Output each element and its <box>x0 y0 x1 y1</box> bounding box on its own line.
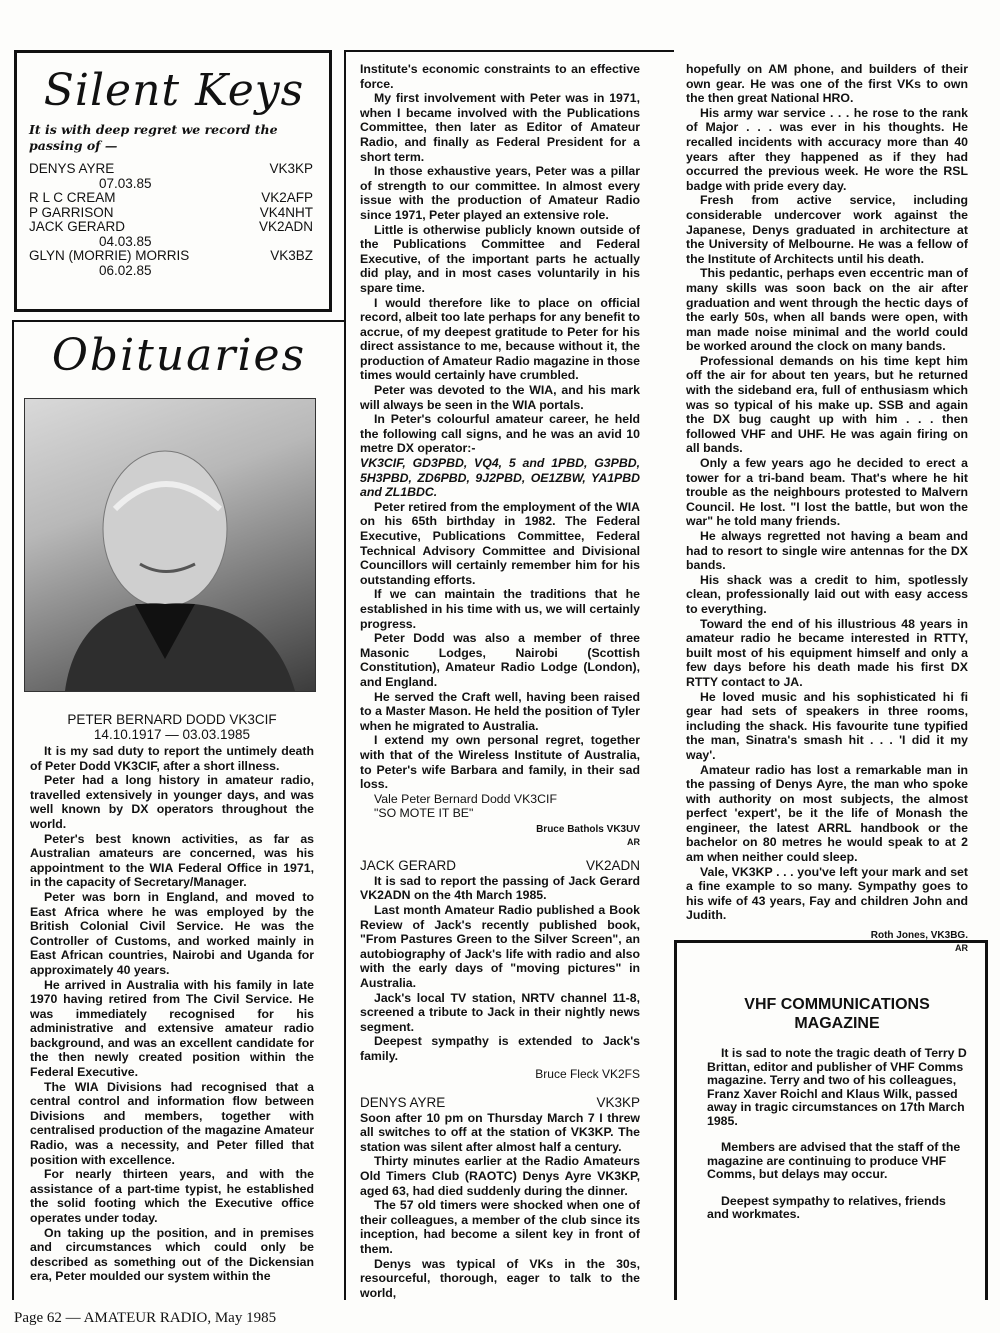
ayre-para: Soon after 10 pm on Thursday March 7 I threw all switches to off at the station of VK3KP. The station was silent after almost half a century. <box>360 1110 640 1154</box>
sk-date: 04.03.85 <box>99 233 152 249</box>
vhf-title: VHF COMMUNICATIONS MAGAZINE <box>744 996 930 1032</box>
dodd-article-col1 <box>30 712 314 1284</box>
dodd-para: Peter was born in England, and moved to East Africa where he was employed by the British Colonial Civil Service. He was the Controller of Customs, and worked mainly in East African countries, Nairobi and Uganda for approximately 40 years. <box>30 889 314 977</box>
ayre-para: Denys was typical of VKs in the 30s, resourceful, thorough, eager to talk to the world, <box>360 1256 640 1300</box>
obituaries-title: Obituaries <box>51 330 307 381</box>
sk-call: VK2ADN <box>258 219 313 234</box>
gerard-signature: Bruce Fleck VK2FS <box>535 1066 640 1081</box>
dodd-para: Peter had a long history in amateur radio, travelled extensively in younger days, and was well known by DX operators throughout the world. <box>30 773 314 831</box>
silent-keys-list <box>29 162 319 278</box>
ayre-para: The 57 old timers were shocked when one of their colleagues, a member of the club since its inception, had become a silent key in front of them. <box>360 1198 640 1256</box>
sk-entry <box>29 249 313 278</box>
silent-keys-intro: It is with deep regret we record the passing of — <box>29 122 278 153</box>
dodd-para: I extend my own personal regret, together with that of the Wireless Institute of Australia, to Peter's wife Barbara and family, in their sad loss. <box>360 733 640 792</box>
vhf-para: Deepest sympathy to relatives, friends and workmates. <box>707 1193 946 1221</box>
sk-call: VK2AFP <box>261 190 313 205</box>
ayre-para: Professional demands on his time kept him off the air for about ten years, but he returned with the sideband era, full of enthusiasm which was so typical of his make up. SSB and again the DX bug caught up with him . . . then followed VHF and UHF. He was again firing on all bands. <box>686 353 968 456</box>
dodd-para: The WIA Divisions had recognised that a central control and information flow between Divisions and members, together with centralised production of the magazine Amateur Radio, was a necessity, and Peter filled that position with excellence. <box>30 1079 314 1167</box>
ayre-para: hopefully on AM phone, and builders of their own gear. He was one of the first VKs to own the then great National HRO. <box>686 62 968 106</box>
sk-name: JACK GERARD <box>29 219 126 234</box>
column-2 <box>360 62 640 1300</box>
dodd-para: If we can maintain the traditions that he established in his time with us, we will certainly progress. <box>360 587 640 631</box>
dodd-para: On taking up the position, and in premises and circumstances which could only be described as something out of the Dickensian era, Peter moulded our system within the <box>30 1225 314 1284</box>
ayre-para: His shack was a credit to him, spotlessly clean, professionally laid out with easy access to everything. <box>686 572 968 616</box>
dodd-para: It is my sad duty to report the untimely death of Peter Dodd VK3CIF, after a short illness. <box>30 744 314 773</box>
portrait-figure <box>25 399 315 691</box>
ayre-para: He always regretted not having a beam and had to resort to single wire antennas for the DX bands. <box>686 529 968 573</box>
gerard-heading <box>360 858 640 874</box>
ayre-para: His army war service . . . he rose to the rank of Major . . . was ever in his thoughts. He recalled incidents with accuracy more than 40 years after they happened as if they had occurred the previous week. He wore the RSL badge with pride every day. <box>686 105 968 193</box>
gerard-call: VK2ADN <box>585 857 640 873</box>
sk-call: VK4NHT <box>259 204 313 220</box>
sk-entry <box>29 162 313 191</box>
dodd-para: In Peter's colourful amateur career, he held the following call signs, and he was an avid 10 metre DX operator:- <box>360 412 640 456</box>
dodd-callsigns: VK3CIF, GD3PBD, VQ4, 5 and 1PBD, G3PBD, 5H3PBD, ZD6PBD, 9J2PBD, OE1ZBW, YA1PBD and ZL1BDC. <box>360 456 640 500</box>
ayre-para: Vale, VK3KP . . . you've left your mark and set a fine example to so many. Sympathy goes to his wife of 43 years, Fay and children John and Judith. <box>686 864 968 923</box>
dodd-para: Vale Peter Bernard Dodd VK3CIF <box>374 791 557 806</box>
page-footer: Page 62 — AMATEUR RADIO, May 1985 <box>14 1310 277 1326</box>
dodd-para: Peter's best known activities, as far as Australian amateurs are concerned, was his appointment to the WIA Federal Office in 1971, in the capacity of Secretary/Manager. <box>30 831 314 890</box>
vhf-para: It is sad to note the tragic death of Terry D Brittan, editor and publisher of VHF Comms magazine. Terry and two of his colleagues, Franz Xaver Roichl and Klaus Wilk, passed away in tragic circumstances on 17th March 1985. <box>707 1046 967 1128</box>
gerard-name: JACK GERARD <box>360 857 457 873</box>
ayre-call: VK3KP <box>596 1094 640 1110</box>
dodd-para: For nearly thirteen years, and with the assistance of a part-time typist, he established the solid footing which the Executive office operates under today. <box>30 1167 314 1225</box>
sk-call: VK3KP <box>269 161 313 176</box>
gerard-para: It is sad to report the passing of Jack Gerard VK2ADN on the 4th March 1985. <box>360 873 640 903</box>
dodd-para: Peter Dodd was also a member of three Masonic Lodges, Nairobi (Scottish Constitution), Amateur Radio Lodge (London), and England. <box>360 631 640 689</box>
dodd-para: I would therefore like to place on official record, albeit too late perhaps for any benefit to accrue, of my deepest gratitude to Peter for his direct assistance to me, because without it, the production of Amateur Radio magazine in those times would certainly have crumbled. <box>360 295 640 383</box>
ayre-para: This pedantic, perhaps even eccentric man of many skills was soon back on the air after graduation and went through the hectic days of the early 50s, when all bands were open, with man made noise minimal and the world could be worked around the clock on many bands. <box>686 266 968 354</box>
sk-call: VK3BZ <box>270 248 313 263</box>
dodd-para: Institute's economic constraints to an effective force. <box>360 62 640 91</box>
ayre-para: Fresh from active service, including considerable undercover work against the Japanese, Denys graduated in architecture at the University of Melbourne. He was a fellow of the Institute of Architects until his death. <box>686 193 968 266</box>
gerard-para: Jack's local TV station, NRTV channel 11-8, screened a tribute to Jack in their nightly news segment. <box>360 990 640 1034</box>
vhf-box <box>674 940 988 1300</box>
sk-name: R L C CREAM <box>29 190 116 205</box>
sk-date: 07.03.85 <box>99 175 152 191</box>
ayre-signature: Roth Jones, VK3BG. <box>870 930 968 942</box>
dodd-heading: PETER BERNARD DODD VK3CIF <box>67 712 277 727</box>
silent-keys-box <box>14 50 332 312</box>
sk-entry <box>29 206 313 221</box>
sk-entry <box>29 191 313 206</box>
ayre-name: DENYS AYRE <box>360 1094 446 1110</box>
ayre-ar-mark: AR <box>955 943 968 954</box>
dodd-para: "SO MOTE IT BE" <box>374 806 474 821</box>
gerard-para: Deepest sympathy is extended to Jack's family. <box>360 1034 640 1063</box>
column-rule-top <box>344 50 346 322</box>
dodd-para: In those exhaustive years, Peter was a pillar of strength to our committee. In almost every issue with the production of Amateur Radio since 1971, Peter played an extensive role. <box>360 164 640 222</box>
ayre-heading <box>360 1095 640 1111</box>
sk-entry <box>29 220 313 249</box>
silent-keys-title: Silent Keys <box>43 65 305 116</box>
ayre-para: Amateur radio has lost a remarkable man in the passing of Denys Ayre, the man who spoke with authority on most subjects, the almost perfect 'expert', be it the life of Monash the engineer, the latest ARRL handbook or the bachelor on 80 metres he would speak to at 2 am when neither could sleep. <box>686 762 968 865</box>
ayre-para: He loved music and his sophisticated hi fi gear had sets of speakers in three rooms, including the shack. His favourite tune typified the man, Sinatra's smash hit . . . 'I did it my way'. <box>686 689 968 762</box>
ayre-para: Thirty minutes earlier at the Radio Amateurs Old Timers Club (RAOTC) Denys Ayre VK3KP, aged 63, had died suddenly during the dinner. <box>360 1154 640 1198</box>
column-rule-right <box>344 50 674 52</box>
sk-name: GLYN (MORRIE) MORRIS <box>29 248 190 263</box>
dodd-para: He served the Craft well, having been raised to a Master Mason. He held the position of Tyler when he migrated to Australia. <box>360 689 640 733</box>
gerard-para: Last month Amateur Radio published a Book Review of Jack's recently published book, "From Pastures Green to the Silver Screen", an autobiography of Jack's life with radio and also with the early days of "moving pictures" in Australia. <box>360 903 640 991</box>
dodd-dates: 14.10.1917 — 03.03.1985 <box>93 727 251 742</box>
dodd-para: He arrived in Australia with his family in late 1970 having retired from The Civil Service. He was immediately recognised for his administrative and extensive amateur radio background, and was an excellent candidate for the then newly created position within the Federal Executive. <box>30 977 314 1080</box>
dodd-ar-mark: AR <box>627 836 640 847</box>
portrait-photo <box>24 398 316 692</box>
dodd-para: Peter retired from the employment of the WIA on his 65th birthday in 1982. The Federal Executive, Publications Committee, Federal Technical Advisory Committee and Divisional Councillors will certainly remember him for his outstanding efforts. <box>360 499 640 587</box>
ayre-para: Toward the end of his illustrious 48 years in amateur radio he became interested in RTTY, built most of his equipment himself and only a few days before his death made his first DX RTTY contact to JA. <box>686 616 968 689</box>
dodd-para: Little is otherwise publicly known outside of the Publications Committee and Federal Executive, of the important parts he actually did play, and in most cases voluntarily in his spare time. <box>360 222 640 295</box>
column-3 <box>686 62 968 954</box>
dodd-para: My first involvement with Peter was in 1971, when I became involved with the Publications Committee, then later as Editor of Amateur Radio, and finally as Federal President for a short term. <box>360 91 640 164</box>
sk-name: DENYS AYRE <box>29 161 115 176</box>
dodd-para: Peter was devoted to the WIA, and his mark will always be seen in the WIA portals. <box>360 383 640 412</box>
dodd-signature: Bruce Bathols VK3UV <box>536 823 640 835</box>
sk-name: P GARRISON <box>29 204 114 220</box>
ayre-para: Only a few years ago he decided to erect a tower for a tri-band beam. That's where he hit trouble as the neighbours protested to Malvern Council. He lost. "I lost the battle, but won the war" he told many friends. <box>686 456 968 529</box>
vhf-para: Members are advised that the staff of the magazine are continuing to produce VHF Comms, but delays may occur. <box>707 1140 961 1181</box>
sk-date: 06.02.85 <box>99 262 152 278</box>
